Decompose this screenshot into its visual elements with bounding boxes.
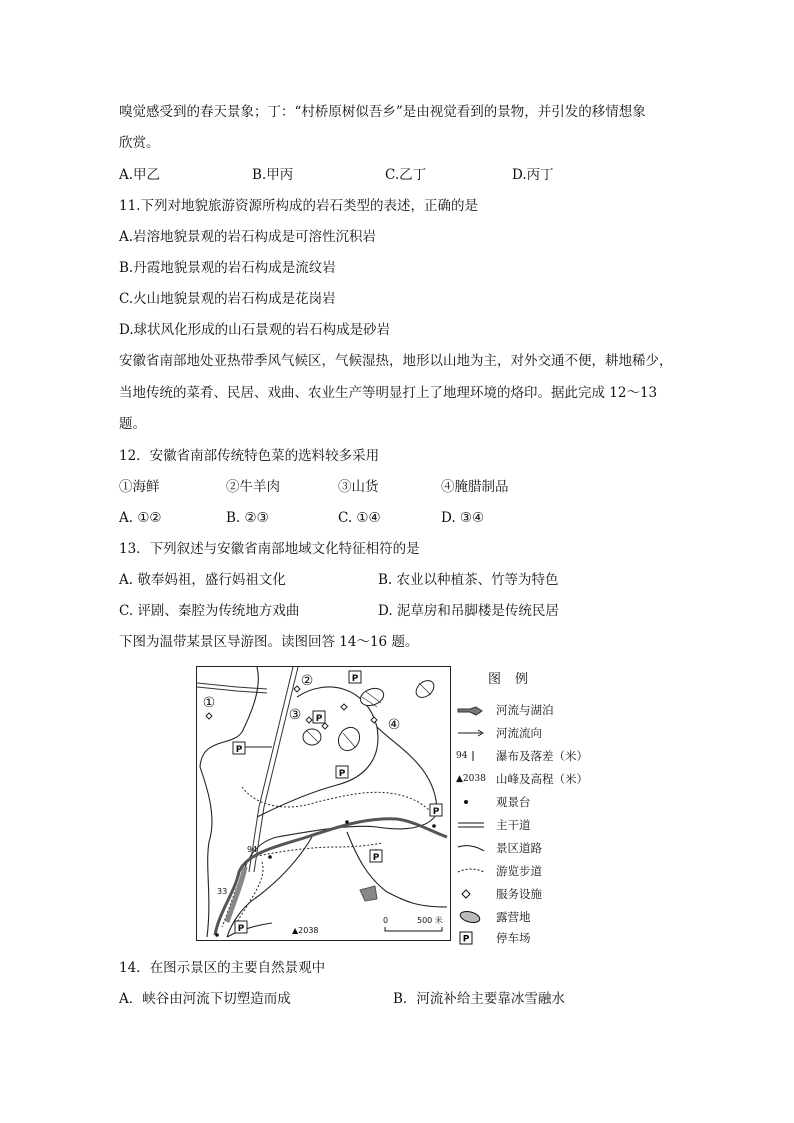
legend-item: 服务设施 — [456, 885, 542, 903]
svg-text:P: P — [462, 934, 470, 945]
marker-4: ④ — [387, 717, 401, 733]
scenic-road-icon — [456, 840, 492, 856]
option-c: C. 评剧、秦腔为传统地方戏曲 — [119, 603, 300, 619]
passage-line: 安徽省南部地处亚热带季风气候区，气候湿热，地形以山地为主，对外交通不便，耕地稀少， — [119, 353, 673, 369]
legend-item: 河流与湖泊 — [456, 701, 554, 719]
option-c: C.火山地貌景观的岩石构成是花岗岩 — [119, 291, 336, 307]
service-icon — [456, 886, 492, 902]
option-d: D. ③④ — [441, 510, 485, 526]
option-a: A. ①② — [119, 510, 162, 526]
text-line: 欣赏。 — [119, 135, 160, 151]
option-b: B.丹霞地貌景观的岩石构成是流纹岩 — [119, 260, 336, 276]
legend-item: 94 瀑布及落差（米） — [456, 749, 588, 763]
scenic-area-map — [196, 666, 451, 941]
passage-line: 题。 — [119, 416, 146, 432]
option-c: C.乙丁 — [385, 167, 427, 183]
option-a: A.甲乙 — [119, 167, 161, 183]
campsite-icon — [456, 909, 492, 925]
peak-icon: ▲2038 — [456, 774, 486, 784]
flow-direction-icon — [456, 725, 492, 741]
waterfall-drop: 33 — [217, 887, 228, 896]
waterfall-icon: 94 — [456, 751, 468, 761]
trail-icon — [456, 863, 492, 879]
option-c: C. ①④ — [338, 510, 381, 526]
scale-label: 500 米 — [417, 916, 443, 925]
legend-item: ▲2038 山峰及高程（米） — [456, 772, 588, 786]
option-b: B. ②③ — [226, 510, 269, 526]
peak-label: ▲2038 — [292, 926, 319, 935]
parking — [233, 671, 442, 933]
option-b: B. 农业以种植茶、竹等为特色 — [378, 572, 559, 588]
option-b: B.甲丙 — [252, 167, 294, 183]
viewpoint-icon — [456, 794, 492, 810]
item-3: ③山货 — [338, 479, 379, 495]
map-legend — [456, 666, 616, 945]
legend-title: 图例 — [488, 672, 543, 687]
option-d: D.丙丁 — [512, 167, 554, 183]
option-a: A. 敬奉妈祖，盛行妈祖文化 — [119, 572, 286, 588]
item-4: ④腌腊制品 — [441, 479, 509, 495]
option-d: D. 泥草房和吊脚楼是传统民居 — [378, 603, 559, 619]
legend-item: P 停车场 — [456, 929, 531, 947]
main-road-icon — [456, 817, 492, 833]
legend-item: 观景台 — [456, 793, 531, 811]
passage-line: 当地传统的菜肴、民居、戏曲、农业生产等明显打上了地理环境的烙印。据此完成 12～13 — [119, 385, 658, 401]
parking-label: P — [315, 714, 323, 724]
marker-1: ① — [202, 695, 216, 711]
viewpoint — [215, 820, 436, 937]
question-14: 14．在图示景区的主要自然景观中 — [119, 960, 326, 976]
river — [215, 819, 447, 935]
lake — [360, 886, 377, 901]
option-b: B．河流补给主要靠冰雪融水 — [393, 991, 565, 1007]
map-intro: 下图为温带某景区导游图。读图回答 14～16 题。 — [119, 634, 419, 650]
item-2: ②牛羊肉 — [226, 479, 280, 495]
text-line: 嗅觉感受到的春天景象；丁：“村桥原树似吾乡”是由视觉看到的景物，并引发的移情想象 — [119, 104, 646, 120]
item-1: ①海鲜 — [119, 479, 160, 495]
legend-item: 河流流向 — [456, 724, 542, 742]
parking-label: P — [372, 853, 380, 863]
question-11: 11.下列对地貌旅游资源所构成的岩石类型的表述，正确的是 — [119, 198, 478, 214]
legend-item: 游览步道 — [456, 862, 542, 880]
legend-item: 景区道路 — [456, 839, 542, 857]
parking-label: P — [432, 807, 440, 817]
parking-label: P — [235, 745, 243, 755]
legend-item: 主干道 — [456, 816, 531, 834]
parking-label: P — [351, 674, 359, 684]
option-a: A．峡谷由河流下切塑造而成 — [119, 991, 291, 1007]
river-lake-icon — [456, 702, 492, 718]
marker-3: ③ — [288, 707, 302, 723]
option-d: D.球状风化形成的山石景观的岩石构成是砂岩 — [119, 322, 391, 338]
scale-zero: 0 — [383, 916, 389, 925]
legend-item: 露营地 — [456, 908, 531, 926]
option-a: A.岩溶地貌景观的岩石构成是可溶性沉积岩 — [119, 229, 377, 245]
scale-bar — [385, 927, 442, 931]
parking-label: P — [237, 924, 245, 934]
marker-2: ② — [300, 673, 314, 689]
question-13: 13．下列叙述与安徽省南部地域文化特征相符的是 — [119, 541, 420, 557]
question-12: 12．安徽省南部传统特色菜的选料较多采用 — [119, 448, 380, 464]
parking-label: P — [338, 769, 346, 779]
parking-icon — [456, 930, 492, 946]
waterfall-drop: 94 — [247, 845, 258, 854]
